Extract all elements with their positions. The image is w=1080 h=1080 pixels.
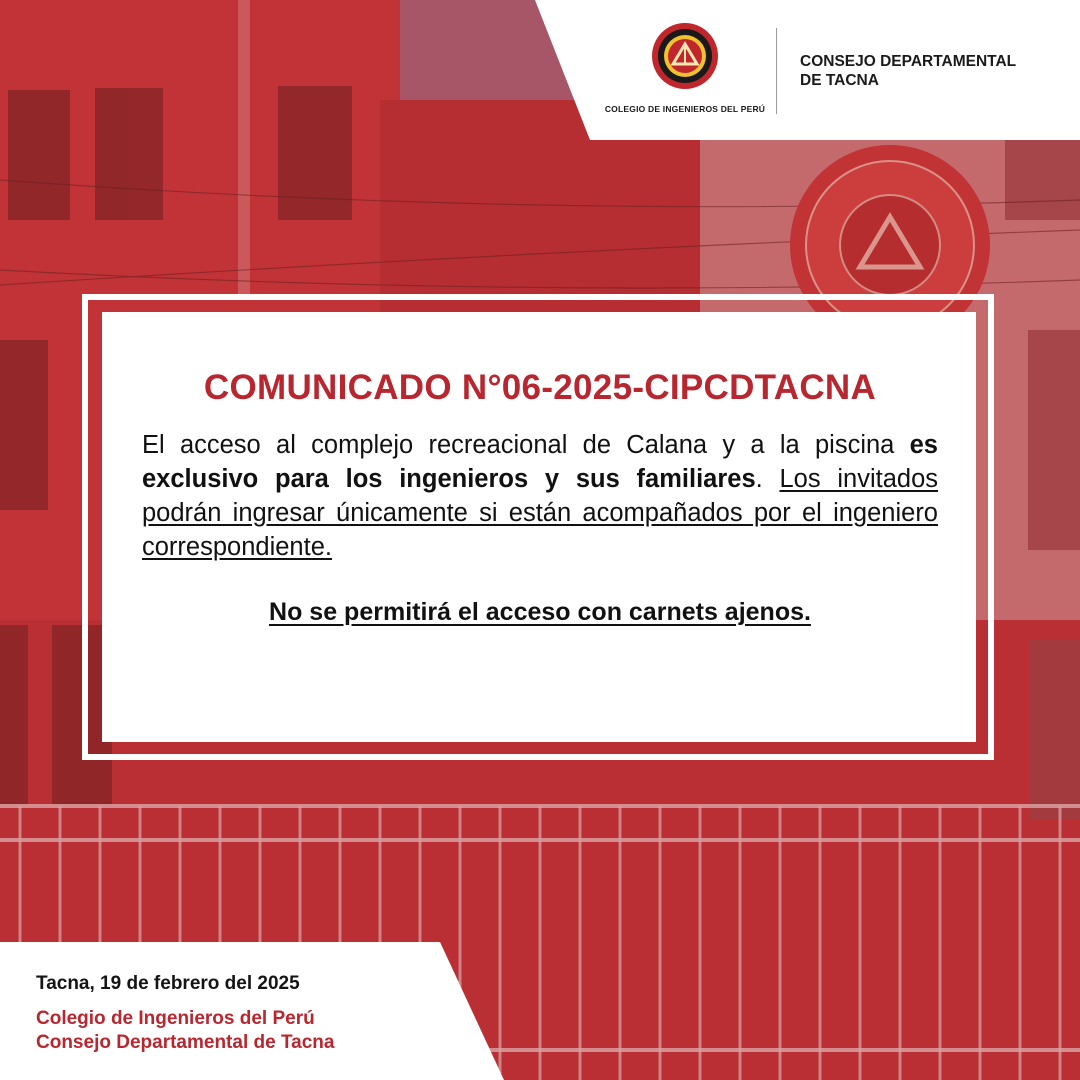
footer-org-line1: Colegio de Ingenieros del Perú xyxy=(36,1008,315,1029)
header-divider xyxy=(776,28,777,114)
notice-body-bold: es exclusivo para los ingenieros y sus familiares xyxy=(142,431,938,493)
footer-org xyxy=(36,1007,334,1055)
notice-warning: No se permitirá el acceso con carnets ajenos. xyxy=(269,598,811,626)
council-name-line2: DE TACNA xyxy=(800,72,879,89)
logo xyxy=(595,22,775,122)
council-name-line1: CONSEJO DEPARTAMENTAL xyxy=(800,53,1017,70)
cip-seal-icon xyxy=(651,22,719,90)
footer-date: Tacna, 19 de febrero del 2025 xyxy=(36,973,300,994)
footer-org-line2: Consejo Departamental de Tacna xyxy=(36,1032,335,1053)
notice-body-period: . xyxy=(755,465,780,493)
logo-caption: COLEGIO DE INGENIEROS DEL PERÚ xyxy=(604,104,766,114)
notice-card xyxy=(102,312,976,742)
notice-title: COMUNICADO N°06-2025-CIPCDTACNA xyxy=(203,368,877,407)
notice-body-intro: El acceso al complejo recreacional de Calana y a la piscina xyxy=(142,431,910,459)
notice-body-underlined: Los invitados podrán ingresar únicamente si están acompañados por el ingeniero correspondiente. xyxy=(142,465,938,561)
council-name xyxy=(800,52,1070,90)
notice-body xyxy=(142,428,938,564)
